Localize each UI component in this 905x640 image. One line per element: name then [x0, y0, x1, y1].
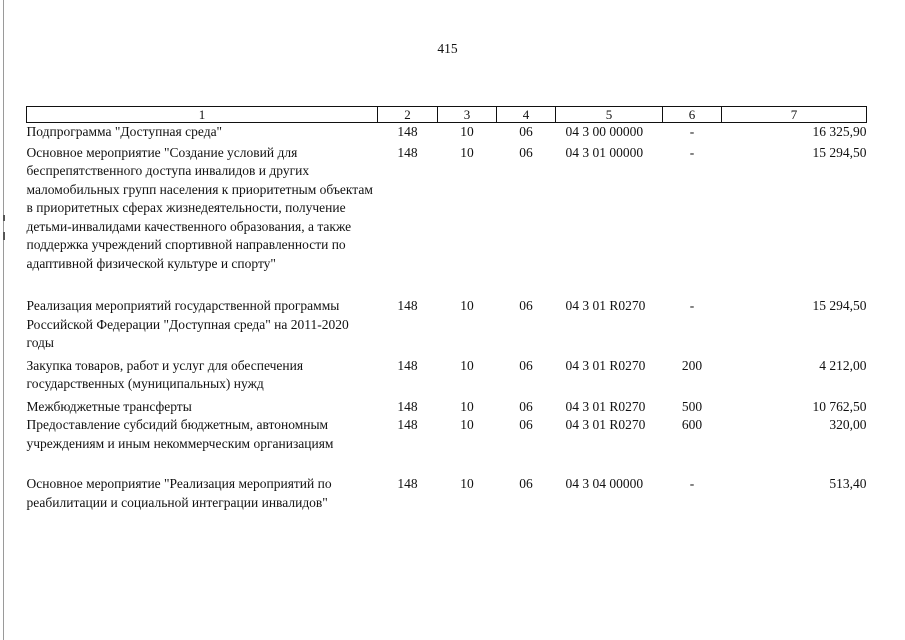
- cell-code-6: -: [689, 124, 695, 139]
- cell-code-2: 148: [397, 476, 418, 491]
- column-header: 4: [497, 107, 556, 123]
- table-row: [27, 144, 867, 298]
- table-row: [27, 398, 867, 417]
- cell-code-3: 10: [460, 398, 474, 414]
- budget-table: [26, 106, 867, 512]
- row-name: Закупка товаров, работ и услуг для обеспечения государственных (муниципальных) нужд: [26, 357, 304, 391]
- table-row: [27, 297, 867, 357]
- table-row: [27, 123, 867, 144]
- cell-code-3: 10: [460, 357, 474, 373]
- cell-amount: 15 294,50: [812, 144, 867, 160]
- cell-code-3: 10: [460, 144, 474, 160]
- cell-code-3: 10: [460, 476, 474, 491]
- cell-code-4: 06: [519, 417, 533, 432]
- row-name: Реализация мероприятий государственной программы Российской Федерации "Доступная среда" на 2011-2020 годы: [26, 298, 349, 350]
- cell-amount: 4 212,00: [819, 357, 867, 373]
- cell-code-6: -: [689, 476, 695, 491]
- cell-code-6: 200: [681, 357, 703, 373]
- scan-left-edge: [3, 0, 4, 640]
- cell-code-3: 10: [460, 124, 474, 139]
- cell-code-2: 148: [397, 298, 418, 313]
- row-name: Предоставление субсидий бюджетным, автономным учреждениям и иным некоммерческим организациям: [26, 417, 334, 451]
- cell-code-4: 06: [519, 144, 533, 160]
- cell-code-2: 148: [397, 398, 418, 414]
- cell-code-5: 04 3 01 R0270: [565, 298, 646, 313]
- cell-code-5: 04 3 00 00000: [565, 124, 644, 139]
- column-header: 1: [27, 107, 378, 123]
- table-row: [27, 416, 867, 475]
- cell-code-5: 04 3 01 R0270: [565, 417, 646, 432]
- cell-code-5: 04 3 01 R0270: [565, 398, 646, 414]
- cell-code-3: 10: [460, 417, 474, 432]
- column-header: 6: [663, 107, 722, 123]
- column-header: 5: [556, 107, 663, 123]
- column-header: 3: [438, 107, 497, 123]
- cell-code-4: 06: [519, 124, 533, 139]
- cell-amount: 15 294,50: [812, 298, 867, 313]
- scan-mark: [3, 232, 5, 240]
- cell-code-2: 148: [397, 124, 418, 139]
- cell-amount: 513,40: [829, 476, 867, 491]
- cell-code-4: 06: [519, 476, 533, 491]
- table-row: [27, 357, 867, 398]
- table-header-row: [27, 107, 867, 123]
- row-name: Основное мероприятие "Реализация мероприятий по реабилитации и социальной интеграции инвалидов": [26, 476, 332, 510]
- cell-code-5: 04 3 04 00000: [565, 476, 644, 491]
- row-name: Подпрограмма "Доступная среда": [26, 124, 223, 139]
- cell-code-6: -: [689, 144, 695, 160]
- cell-code-4: 06: [519, 357, 533, 373]
- column-header: 2: [378, 107, 438, 123]
- cell-code-5: 04 3 01 R0270: [565, 357, 646, 373]
- cell-code-5: 04 3 01 00000: [565, 144, 644, 160]
- cell-amount: 16 325,90: [812, 124, 867, 139]
- row-name: Межбюджетные трансферты: [26, 398, 192, 414]
- cell-code-2: 148: [397, 357, 418, 373]
- cell-code-6: 500: [681, 398, 703, 414]
- cell-code-2: 148: [397, 144, 418, 160]
- cell-code-4: 06: [519, 298, 533, 313]
- page-number: 415: [437, 41, 458, 56]
- cell-code-4: 06: [519, 398, 533, 414]
- scan-mark: [3, 215, 5, 221]
- column-header: 7: [722, 107, 867, 123]
- cell-code-3: 10: [460, 298, 474, 313]
- row-name: Основное мероприятие "Создание условий для беспрепятственного доступа инвалидов и других маломобильных групп населения к приоритетным объектам в приоритетных сферах жизнедеятельности, получение детьми-инвалидами качественного образования, а также поддержка учреждений спортивной направленности по адаптивной физической культуре и спорту": [26, 144, 373, 271]
- table-row: [27, 475, 867, 512]
- cell-code-6: 600: [681, 417, 703, 432]
- cell-amount: 320,00: [829, 417, 867, 432]
- cell-code-2: 148: [397, 417, 418, 432]
- cell-amount: 10 762,50: [812, 398, 867, 414]
- cell-code-6: -: [689, 298, 695, 313]
